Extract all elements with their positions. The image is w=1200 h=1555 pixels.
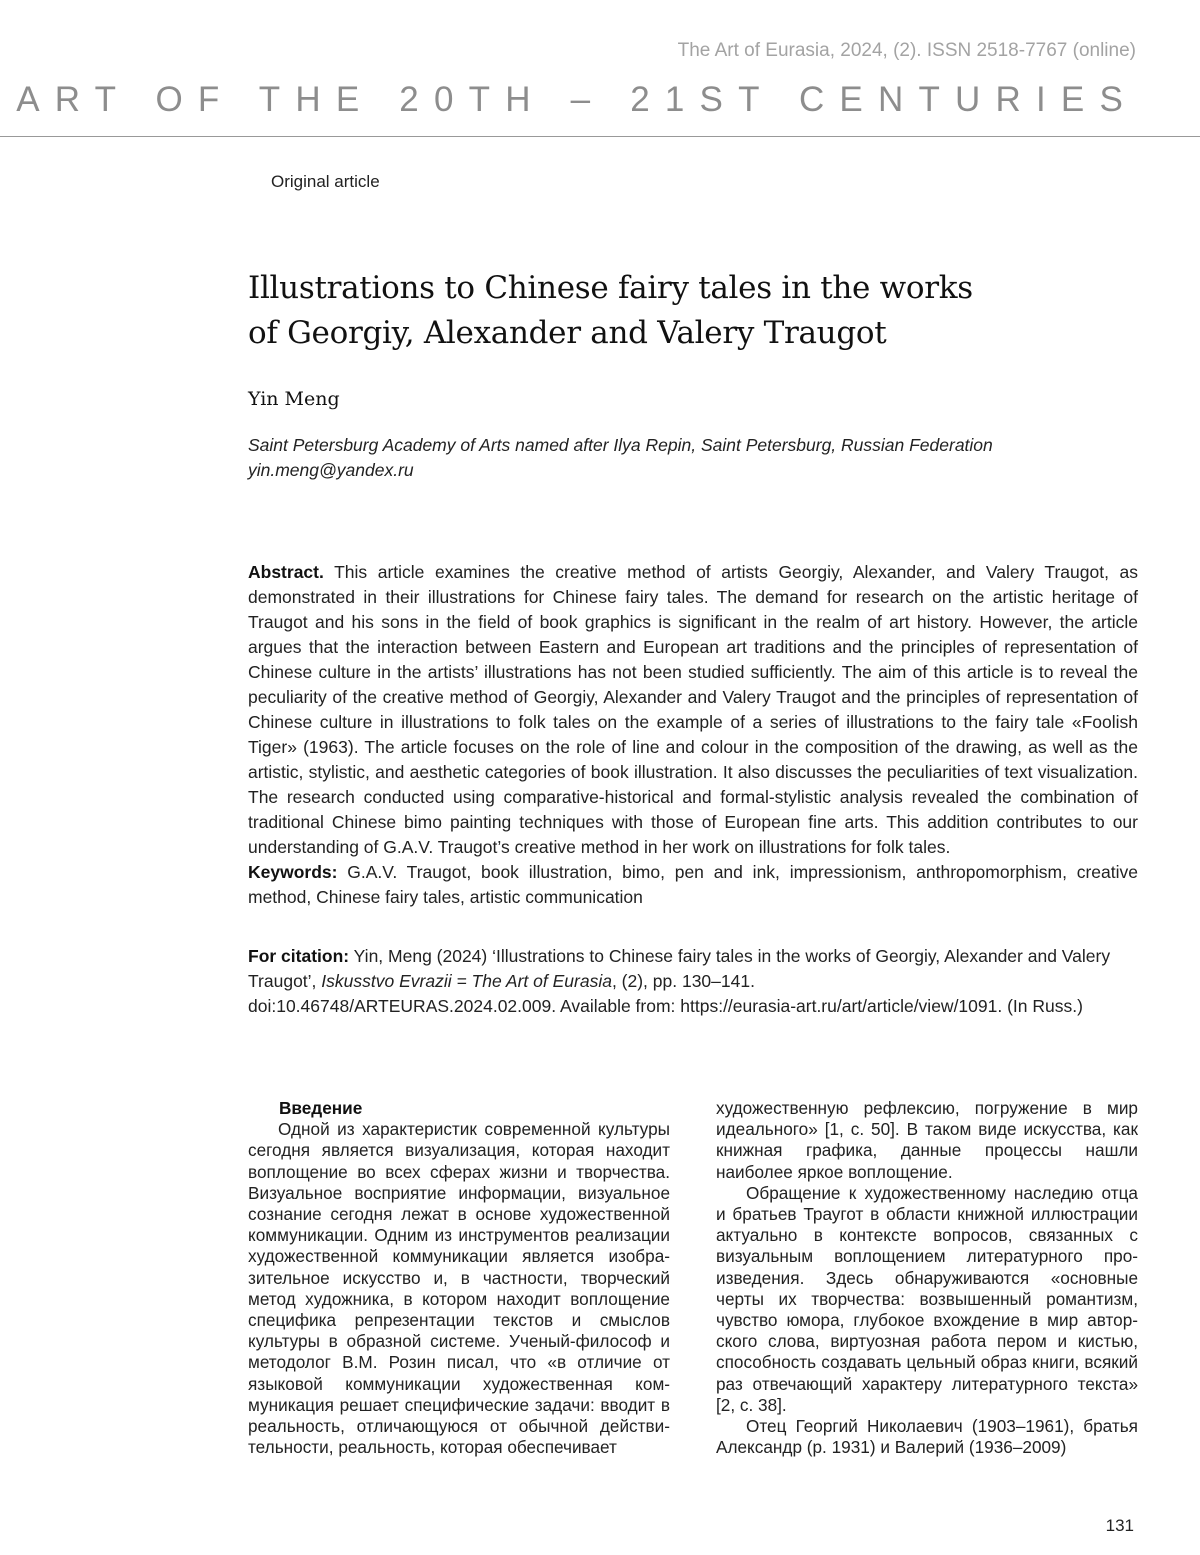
article-title <box>248 266 1068 356</box>
body-paragraph: Отец Георгий Николаевич (1903–1961), братья Александр (р. 1931) и Валерий (1936–2009) <box>716 1416 1138 1458</box>
keywords-paragraph <box>248 860 1138 910</box>
title-line-1: Illustrations to Chinese fairy tales in the works <box>248 270 973 306</box>
body-column-left <box>248 1098 670 1458</box>
title-line-2: of Georgiy, Alexander and Valery Traugot <box>248 315 887 351</box>
citation-doi[interactable]: doi:10.46748/ARTEURAS.2024.02.009. Available from: https://eurasia-art.ru/art/article/view/1091. (In Russ.) <box>248 996 1083 1016</box>
section-heading: Введение <box>279 1098 363 1118</box>
abstract-label: Abstract. <box>248 562 324 582</box>
citation-paragraph <box>248 944 1138 1019</box>
body-paragraph: Одной из характеристик современной культуры сегодня является визуализация, которая находит воплощение во всех сферах жизни и творчества. Визуальное восприятие информации, визуальное сознание сегодня лежат в основе художественной коммуникации. Одним из инструментов реализации художественной коммуникации является изобразительное искусство и, в частности, творческий метод художника, в котором находит воплощение специфика репрезентации текстов и смыслов культуры в образной системе. Ученый-философ и методолог В.М. Розин писал, что «в отличие от языковой коммуникации художественная коммуникация решает специфические задачи: вводит в реальность, отличающуюся от обычной действительности, реальность, которая обеспечивает <box>248 1119 670 1458</box>
affiliation-block <box>248 433 1148 483</box>
body-column-right <box>716 1098 1138 1458</box>
abstract-block <box>248 560 1138 910</box>
keywords-label: Keywords: <box>248 862 338 882</box>
author: Yin Meng <box>248 388 340 410</box>
article-type: Original article <box>271 172 380 191</box>
journal-line: The Art of Eurasia, 2024, (2). ISSN 2518-7767 (online) <box>677 40 1136 61</box>
abstract-text: This article examines the creative method of artists Georgiy, Alexander, and Valery Traugot, as demonstrated in their illustrations for Chinese fairy tales. The demand for research on the artistic heritage of Traugot and his sons in the field of book graphics is significant in the realm of art history. However, the article argues that the interaction between Eastern and European art traditions and the principles of representation of Chinese culture in the artists’ illustrations has not been studied sufficiently. The aim of this article is to reveal the peculiarity of the creative method of Georgiy, Alexander and Valery Traugot and the principles of representation of Chinese culture in illustrations to folk tales on the example of a series of illustrations to the fairy tale «Foolish Tiger» (1963). The article focuses on the role of line and colour in the composition of the drawing, as well as the artistic, stylistic, and aesthetic categories of book illustration. It also discusses the peculiarities of text visualization. The research conducted using comparative-historical and formal-stylistic analysis revealed the combination of traditional Chinese bimo painting techniques with those of European fine arts. This addition contributes to our understanding of G.A.V. Traugot’s creative method in her work on illustrations for folk tales. <box>248 562 1138 857</box>
citation-journal: Iskusstvo Evrazii = The Art of Eurasia <box>321 971 612 991</box>
citation-text-b: , (2), pp. 130–141. <box>611 971 755 991</box>
citation-label: For citation: <box>248 946 350 966</box>
keywords-text: G.A.V. Traugot, book illustration, bimo, pen and ink, impressionism, anthropomorphism, creative method, Chinese fairy tales, artistic communication <box>248 862 1138 907</box>
citation-block <box>248 944 1138 1019</box>
header-rule <box>0 136 1200 137</box>
author-email[interactable]: yin.meng@yandex.ru <box>248 460 414 480</box>
affiliation: Saint Petersburg Academy of Arts named after Ilya Repin, Saint Petersburg, Russian Federation <box>248 435 993 455</box>
abstract-paragraph <box>248 560 1138 860</box>
section-title: ART OF THE 20TH – 21ST CENTURIES <box>16 80 1138 119</box>
body-paragraph: Обращение к художественному наследию отца и братьев Траугот в области книжной иллюстрации актуально в контексте вопросов, связанных с визуальным воплощением литературного произведения. Здесь обнаруживаются «основные черты их творчества: возвышенный романтизм, чувство юмора, глубокое вхождение в мир авторского слова, виртуозная работа пером и кистью, способность создавать цельный образ книги, всякий раз отвечающий характеру литературного текста» [2, с. 38]. <box>716 1182 1138 1415</box>
body-paragraph: художественную рефлексию, погружение в мир идеального» [1, с. 50]. В таком виде искусства, как книжная графика, данные процессы нашли наиболее яркое воплощение. <box>716 1098 1138 1182</box>
page-number: 131 <box>1105 1516 1134 1535</box>
citation-text-a: Yin, Meng (2024) ‘Illustrations to Chinese fairy tales in the works of Georgiy, Alexander and Valery Traugot’, <box>248 946 1111 991</box>
